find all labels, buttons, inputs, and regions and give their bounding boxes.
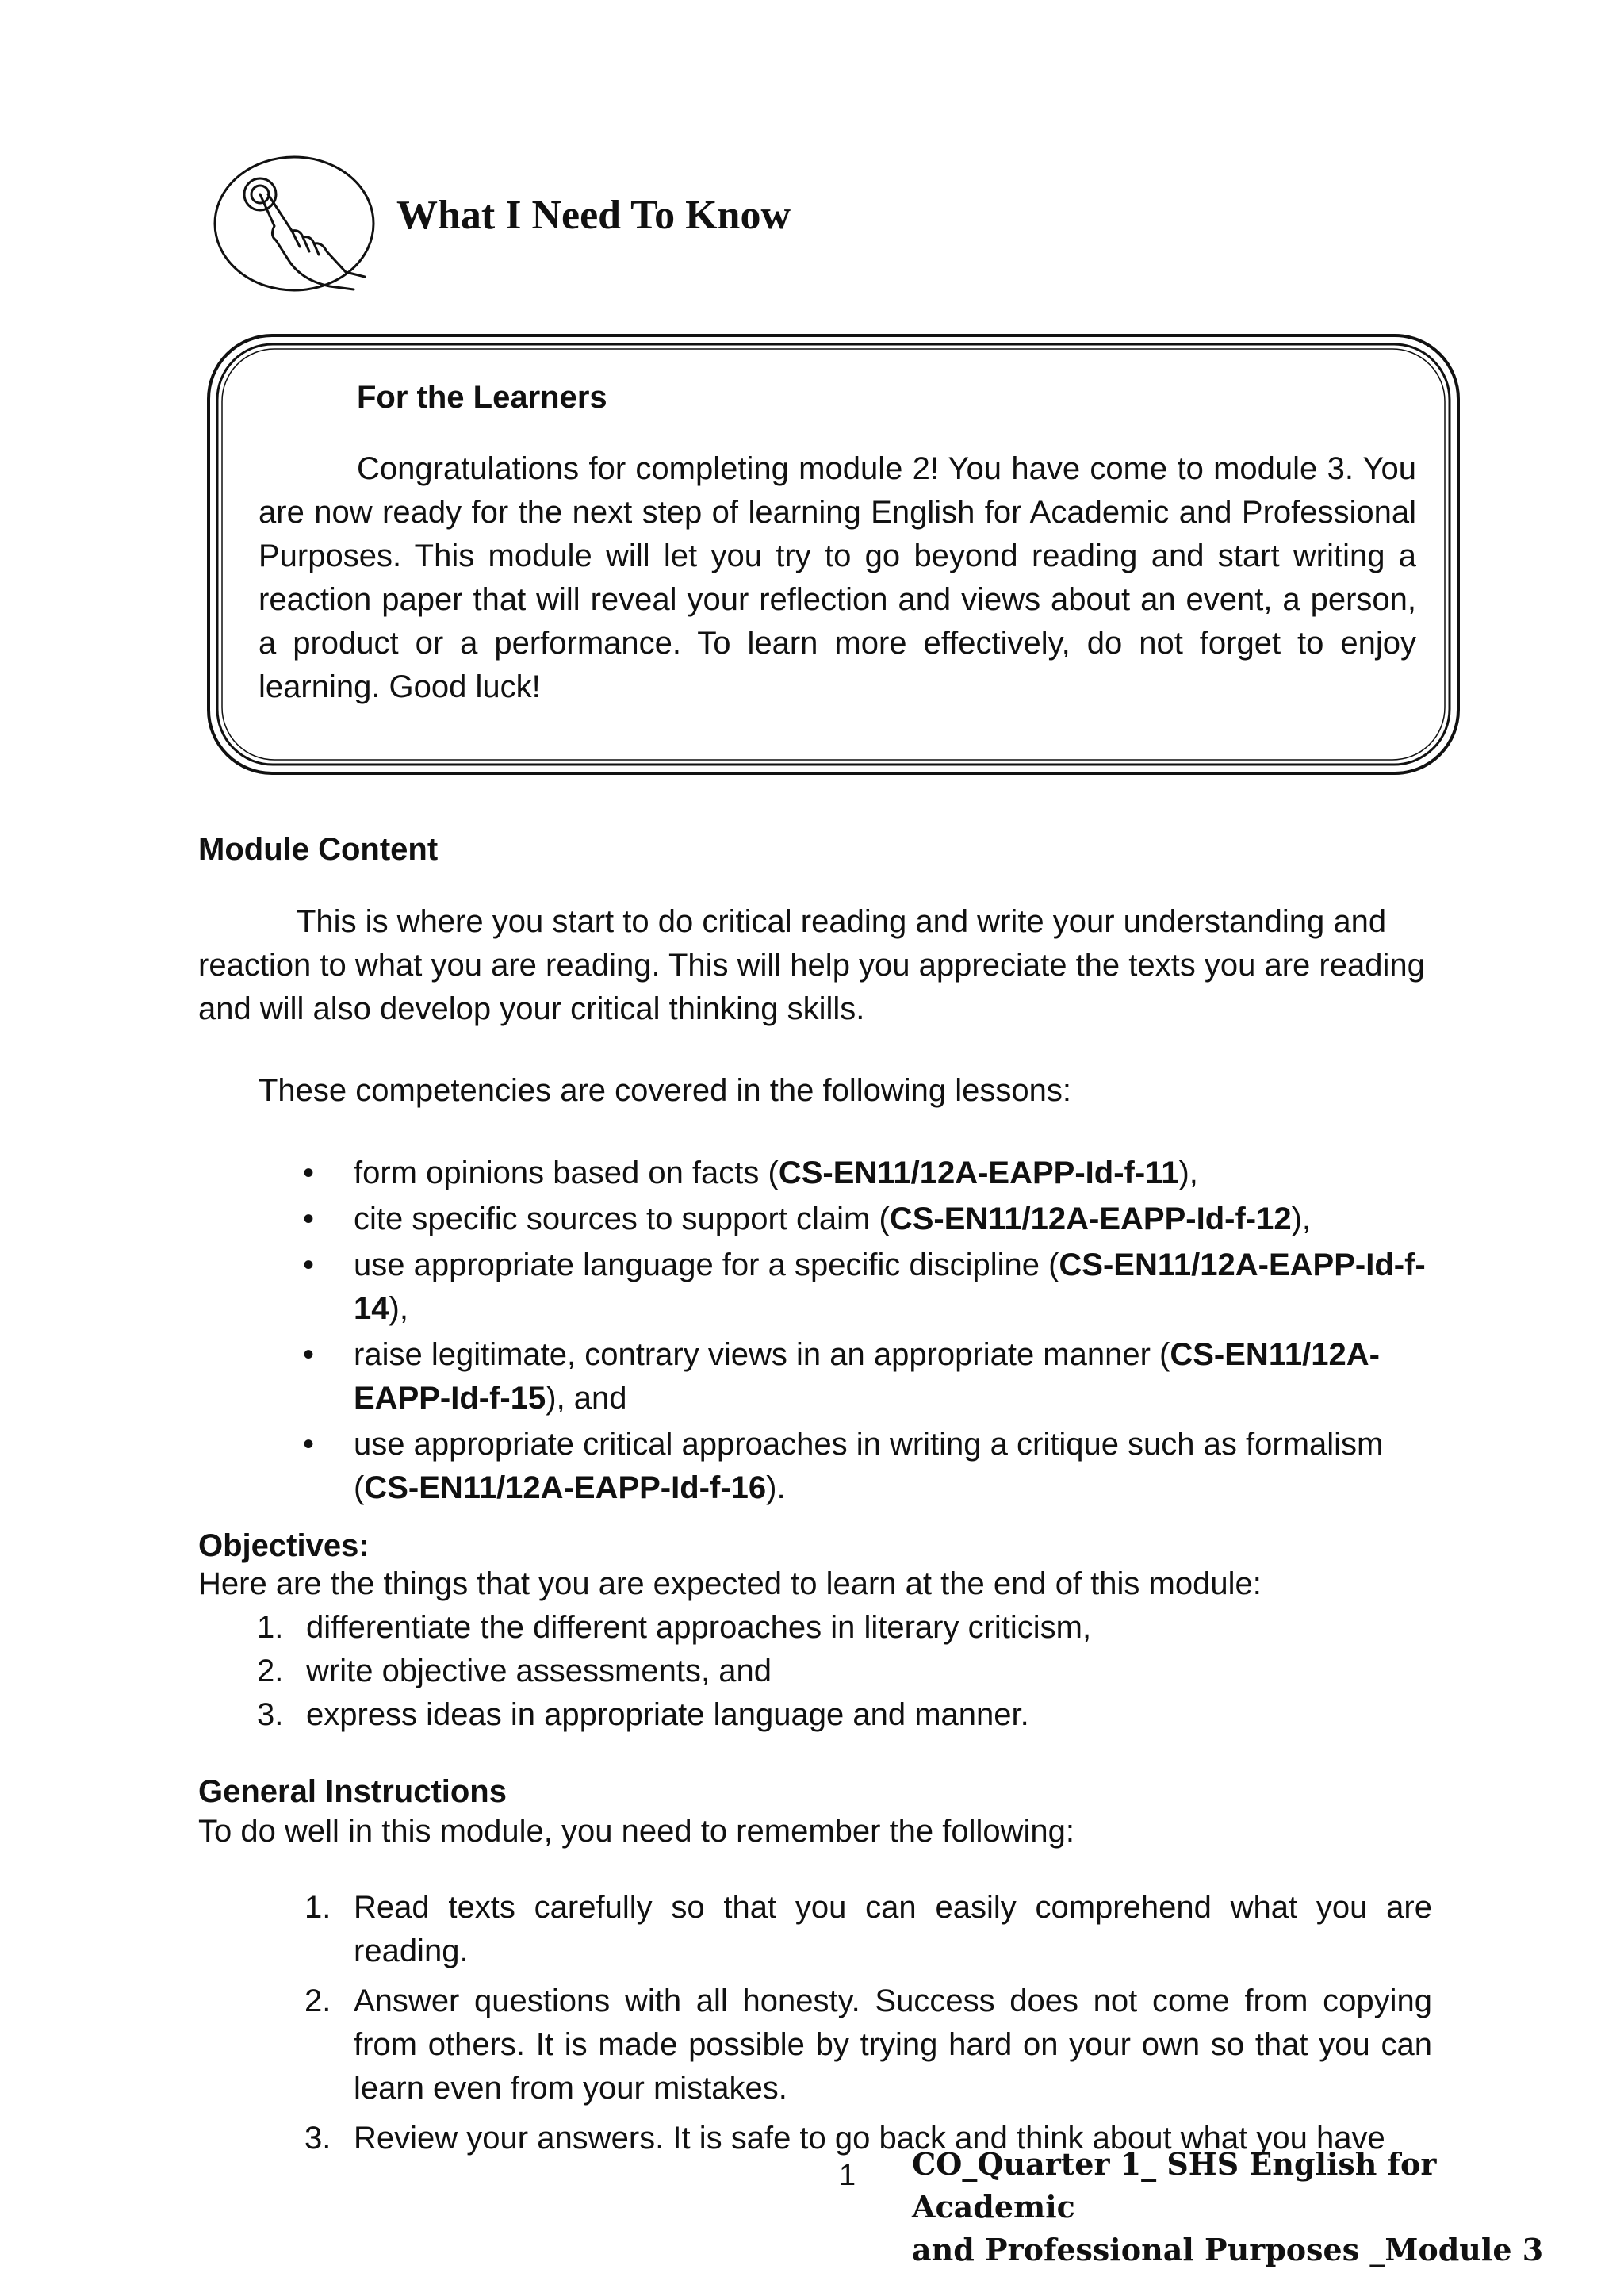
competency-code: CS-EN11/12A-EAPP-Id-f-15 — [354, 1337, 1380, 1416]
bullet-icon: • — [303, 1156, 315, 1190]
instruction-item: 3. Review your answers. It is safe to go back and think about what you have — [304, 2121, 1385, 2156]
competency-item: • form opinions based on facts (CS-EN11/12A-EAPP-Id-f-11), — [354, 1152, 1448, 1195]
bullet-icon: • — [303, 1427, 315, 1462]
competency-item: • cite specific sources to support claim (CS-EN11/12A-EAPP-Id-f-12), — [354, 1198, 1448, 1241]
objectives-list — [257, 1606, 1416, 1737]
objective-item: 1. differentiate the different approaches in literary criticism, — [257, 1610, 1092, 1645]
pointing-hand-icon — [211, 153, 377, 294]
competencies-intro: These competencies are covered in the following lessons: — [259, 1073, 1071, 1108]
competency-code: CS-EN11/12A-EAPP-Id-f-12 — [889, 1202, 1292, 1236]
learners-box-text: Congratulations for completing module 2! You have come to module 3. You are now ready for the next step of learning English for Academic and Professional Purposes. This module will let you try to go beyond reading and start writing a reaction paper that will reveal your reflection and views about an event, a person, a product or a performance. To learn more effectively, do not forget to enjoy learning. Good luck! — [259, 451, 1416, 704]
competency-item: • use appropriate critical approaches in writing a critique such as formalism (CS-EN11/12A-EAPP-Id-f-16). — [354, 1423, 1448, 1510]
bullet-icon: • — [303, 1202, 315, 1236]
instructions-list — [304, 1886, 1432, 2160]
competency-item: • raise legitimate, contrary views in an appropriate manner (CS-EN11/12A-EAPP-Id-f-15), and — [354, 1333, 1448, 1420]
module-content-title: Module Content — [198, 832, 439, 867]
bullet-icon: • — [303, 1248, 315, 1282]
general-instructions-intro: To do well in this module, you need to remember the following: — [198, 1814, 1075, 1849]
objectives-intro: Here are the things that you are expected to learn at the end of this module: — [198, 1566, 1262, 1601]
competency-code: CS-EN11/12A-EAPP-Id-f-16 — [364, 1470, 767, 1505]
footer-line1: CO_Quarter 1_ SHS English for Academic — [912, 2146, 1437, 2225]
objectives-title: Objectives: — [198, 1528, 370, 1563]
instruction-item: 1. Read texts carefully so that you can easily comprehend what you are reading. — [304, 1890, 1432, 1968]
module-content-intro-line2: reaction to what you are reading. This will help you appreciate the texts you are reading — [198, 948, 1425, 983]
footer-label — [912, 2143, 1562, 2271]
page-title: What I Need To Know — [396, 193, 791, 238]
objective-item: 3. express ideas in appropriate language and manner. — [257, 1697, 1029, 1732]
footer-line2: and Professional Purposes _Module 3 — [912, 2232, 1544, 2267]
page-number: 1 — [839, 2159, 856, 2192]
competency-code: CS-EN11/12A-EAPP-Id-f-14 — [354, 1248, 1426, 1326]
learners-box-title: For the Learners — [357, 380, 607, 415]
general-instructions-title: General Instructions — [198, 1774, 507, 1809]
instruction-item: 2. Answer questions with all honesty. Success does not come from copying from others. It is made possible by trying hard on your own so that you can learn even from your mistakes. — [304, 1984, 1432, 2106]
module-content-intro-line1: This is where you start to do critical reading and write your understanding and — [297, 904, 1387, 939]
bullet-icon: • — [303, 1337, 315, 1372]
objective-item: 2. write objective assessments, and — [257, 1654, 772, 1688]
competencies-list — [303, 1152, 1448, 1512]
module-content-intro-line3: and will also develop your critical thinking skills. — [198, 991, 865, 1026]
competency-item: • use appropriate language for a specific discipline (CS-EN11/12A-EAPP-Id-f-14), — [354, 1244, 1448, 1331]
competency-code: CS-EN11/12A-EAPP-Id-f-11 — [778, 1156, 1179, 1190]
